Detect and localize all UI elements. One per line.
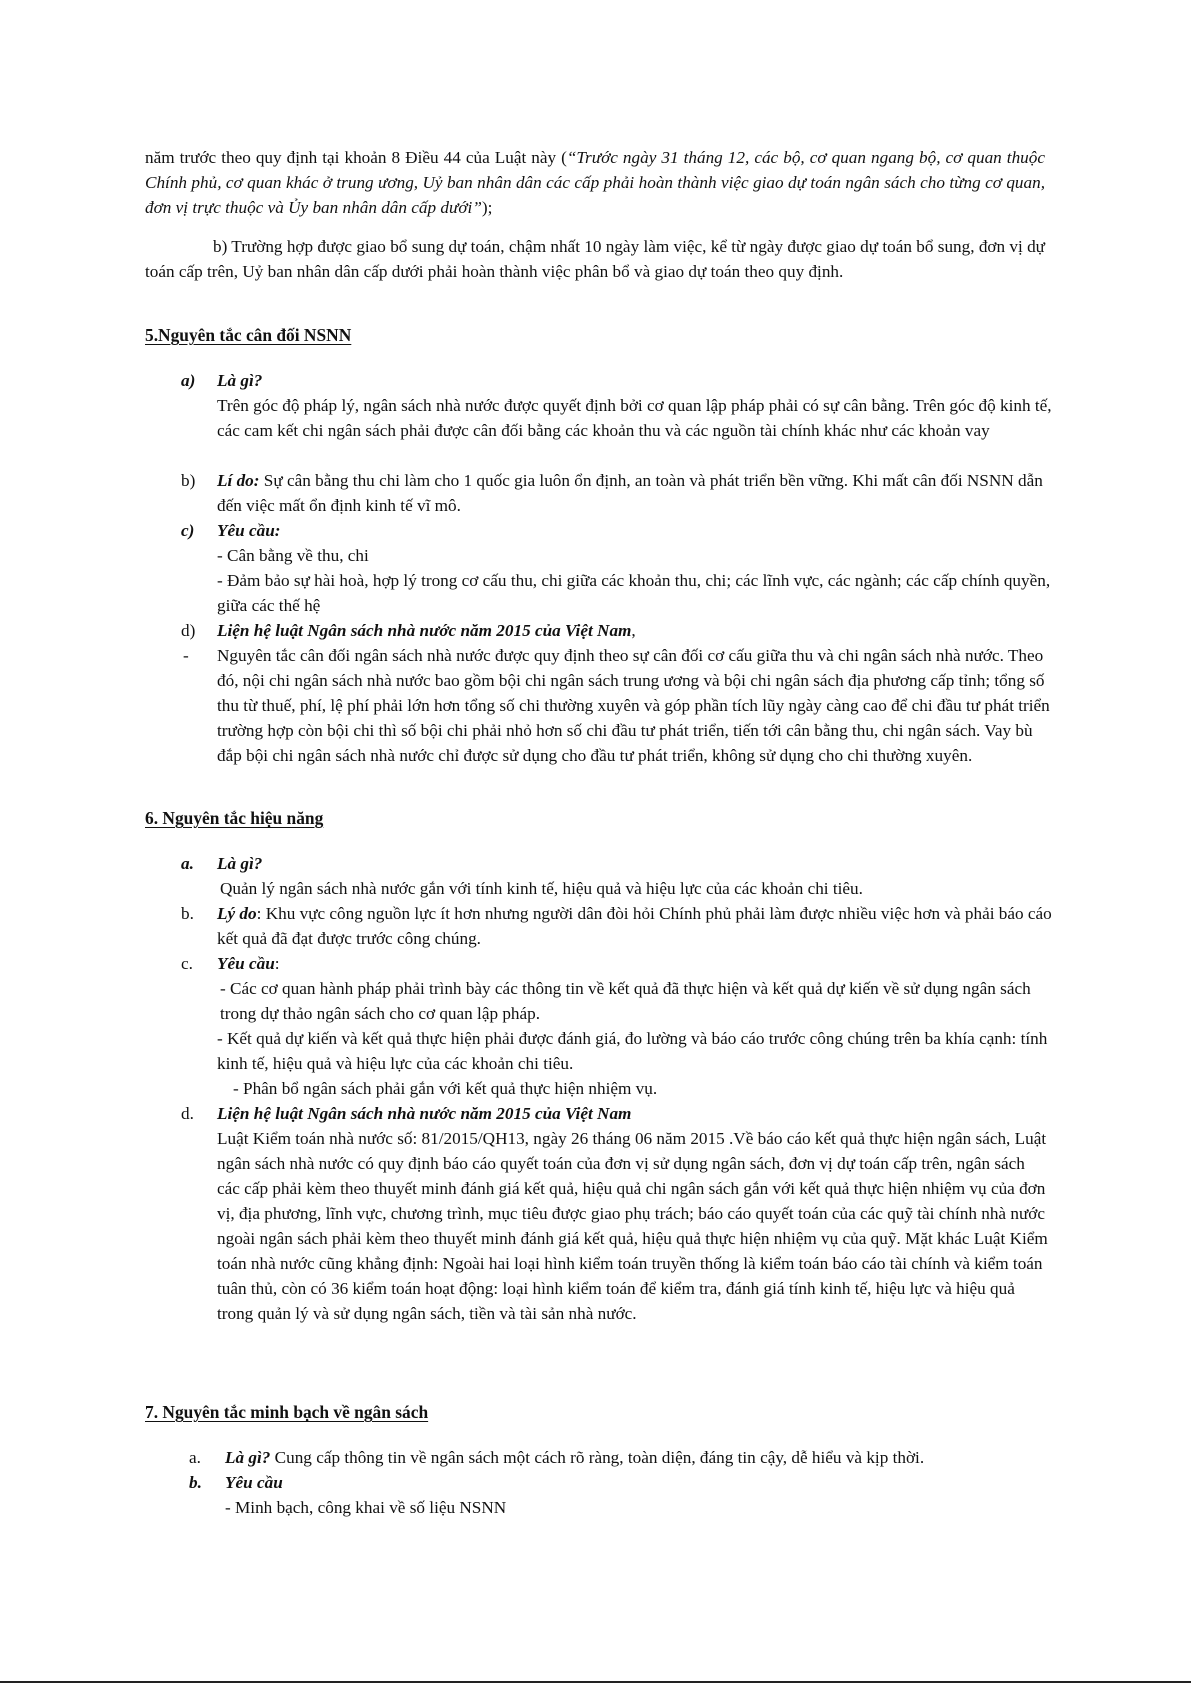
s6-b-marker: b. <box>181 904 194 923</box>
s6-c-title: Yêu cầu <box>217 954 275 973</box>
s6-b-item <box>217 901 1052 951</box>
s6-a-title: Là gì? <box>217 854 263 873</box>
s6-a-marker: a. <box>181 854 194 873</box>
s7-a-item <box>225 1445 1055 1470</box>
s6-c-marker: c. <box>181 954 193 973</box>
s5-c-item <box>217 518 1052 618</box>
s6-a-text: Quản lý ngân sách nhà nước gắn với tính kinh tế, hiệu quả và hiệu lực của các khoản chi tiêu. <box>220 879 863 898</box>
s7-a-title: Là gì? <box>225 1448 271 1467</box>
s5-a-title: Là gì? <box>217 371 263 390</box>
intro-text-start: năm trước theo quy định tại khoản 8 Điều 44 của Luật này ( <box>145 148 567 167</box>
s7-a-marker: a. <box>189 1448 201 1467</box>
s5-a-item <box>217 368 1052 443</box>
intro-paragraph-b: b) Trường hợp được giao bổ sung dự toán, chậm nhất 10 ngày làm việc, kể từ ngày được giao dự toán bổ sung, đơn vị dự toán cấp trên, Uỷ ban nhân dân cấp dưới phải hoàn thành việc phân bổ và giao dự toán theo quy định. <box>145 237 1045 281</box>
intro-paragraph <box>145 145 1045 220</box>
s6-c-item <box>217 951 1052 1101</box>
s6-d-item <box>217 1101 1052 1326</box>
s7-b-marker: b. <box>189 1473 202 1492</box>
s6-a-item <box>217 851 1052 901</box>
s5-c-marker: c) <box>181 521 195 540</box>
section-7-heading: 7. Nguyên tắc minh bạch về ngân sách <box>145 1402 429 1422</box>
s5-b-item <box>217 468 1052 518</box>
s6-d-title: Liện hệ luật Ngân sách nhà nước năm 2015 của Việt Nam <box>217 1104 632 1123</box>
s7-b-item <box>225 1470 1055 1520</box>
s6-c-line3: - Phân bổ ngân sách phải gắn với kết quả thực hiện nhiệm vụ. <box>233 1079 658 1098</box>
s5-c-title: Yêu cầu: <box>217 521 281 540</box>
s6-c-line1: - Các cơ quan hành pháp phải trình bày các thông tin về kết quả đã thực hiện và kết quả dự kiến về sử dụng ngân sách trong dự thảo ngân sách cho cơ quan lập pháp. <box>220 979 1031 1023</box>
s5-b-text: Sự cân bằng thu chi làm cho 1 quốc gia luôn ổn định, an toàn và phát triển bền vững. Khi mất cân đối NSNN dẫn đến việc mất ổn định kinh tế vĩ mô. <box>217 471 1043 515</box>
intro-text-end: ); <box>481 198 493 217</box>
intro-quote: “Trước ngày 31 tháng 12, các bộ, cơ quan ngang bộ, cơ quan thuộc Chính phủ, cơ quan khác ở trung ương, Uỷ ban nhân dân các cấp phải hoàn thành việc giao dự toán ngân sách cho từng cơ quan, đơn vị trực thuộc và Ủy ban nhân dân cấp dưới” <box>145 148 1045 217</box>
s6-b-title: Lý do <box>217 904 257 923</box>
section-5-heading: 5.Nguyên tắc cân đối NSNN <box>145 325 352 345</box>
bottom-rule <box>0 1681 1191 1683</box>
s5-d-item <box>217 618 1052 643</box>
s5-d-marker: d) <box>181 621 196 640</box>
section-6-heading: 6. Nguyên tắc hiệu năng <box>145 808 324 828</box>
s5-dash-text: Nguyên tắc cân đối ngân sách nhà nước được quy định theo sự cân đối cơ cấu giữa thu và chi ngân sách nhà nước. Theo đó, nội chi ngân sách nhà nước bao gồm bội chi ngân sách trung ương và bội chi ngân sách địa phương cấp tỉnh; tổng số thu từ thuế, phí, lệ phí phải lớn hơn tổng số chi thường xuyên và góp phần tích lũy ngày càng cao để chi đầu tư phát triển trường hợp còn bội chi thì số bội chi phải nhỏ hơn số chi đầu tư phát triển, tiến tới cân bằng thu, chi ngân sách. Vay bù đắp bội chi ngân sách nhà nước chỉ được sử dụng cho đầu tư phát triển, không sử dụng cho chi thường xuyên. <box>217 646 1050 765</box>
s5-dash-marker: - <box>183 646 189 665</box>
s6-d-text: Luật Kiểm toán nhà nước số: 81/2015/QH13, ngày 26 tháng 06 năm 2015 .Về báo cáo kết quả thực hiện ngân sách, Luật ngân sách nhà nước có quy định báo cáo quyết toán của đơn vị sử dụng ngân sách, đơn vị dự toán cấp trên, ngân sách các cấp phải kèm theo thuyết minh đánh giá kết quả, hiệu quả chi ngân sách gắn với kết quả thực hiện nhiệm vụ của đơn vị, địa phương, lĩnh vực, chương trình, mục tiêu được giao phụ trách; báo cáo quyết toán của các quỹ tài chính nhà nước ngoài ngân sách phải kèm theo thuyết minh đánh giá kết quả, hiệu quả thực hiện nhiệm vụ của quỹ. Mặt khác Luật Kiểm toán nhà nước cũng khẳng định: Ngoài hai loại hình kiểm toán truyền thống là kiểm toán báo cáo tài chính và kiểm toán tuân thủ, còn có 36 kiểm toán hoạt động: loại hình kiểm toán để kiểm tra, đánh giá tính kinh tế, hiệu lực và hiệu quả trong quản lý và sử dụng ngân sách, tiền và tài sản nhà nước. <box>217 1129 1048 1323</box>
s7-a-text: Cung cấp thông tin về ngân sách một cách rõ ràng, toàn diện, đáng tin cậy, dễ hiểu và kịp thời. <box>270 1448 925 1467</box>
s5-c-line1: - Cân bằng về thu, chi <box>217 546 369 565</box>
s5-d-suffix: , <box>631 621 636 640</box>
s5-d-title: Liện hệ luật Ngân sách nhà nước năm 2015 của Việt Nam <box>217 621 632 640</box>
s7-b-title: Yêu cầu <box>225 1473 283 1492</box>
s7-b-line1: - Minh bạch, công khai về số liệu NSNN <box>225 1498 507 1517</box>
s6-b-text: : Khu vực công nguồn lực ít hơn nhưng người dân đòi hỏi Chính phủ phải làm được nhiều việc hơn và phải báo cáo kết quả đã đạt được trước công chúng. <box>217 904 1052 948</box>
s5-b-marker: b) <box>181 471 196 490</box>
s6-d-marker: d. <box>181 1104 194 1123</box>
s5-a-marker: a) <box>181 371 196 390</box>
s5-b-title: Lí do: <box>217 471 260 490</box>
s5-c-line2: - Đảm bảo sự hài hoà, hợp lý trong cơ cấu thu, chi giữa các khoản thu, chi; các lĩnh vực, các ngành; các cấp chính quyền, giữa các thế hệ <box>217 571 1051 615</box>
s5-a-text: Trên góc độ pháp lý, ngân sách nhà nước được quyết định bởi cơ quan lập pháp phải có sự cân bằng. Trên góc độ kinh tế, các cam kết chi ngân sách phải được cân đối bằng các khoản thu và các nguồn tài chính khác như các khoản vay <box>217 396 1052 440</box>
s6-c-line2: - Kết quả dự kiến và kết quả thực hiện phải được đánh giá, đo lường và báo cáo trước công chúng trên ba khía cạnh: tính kinh tế, hiệu quả và hiệu lực của các khoản chi tiêu. <box>217 1029 1048 1073</box>
s6-c-suffix: : <box>274 954 280 973</box>
